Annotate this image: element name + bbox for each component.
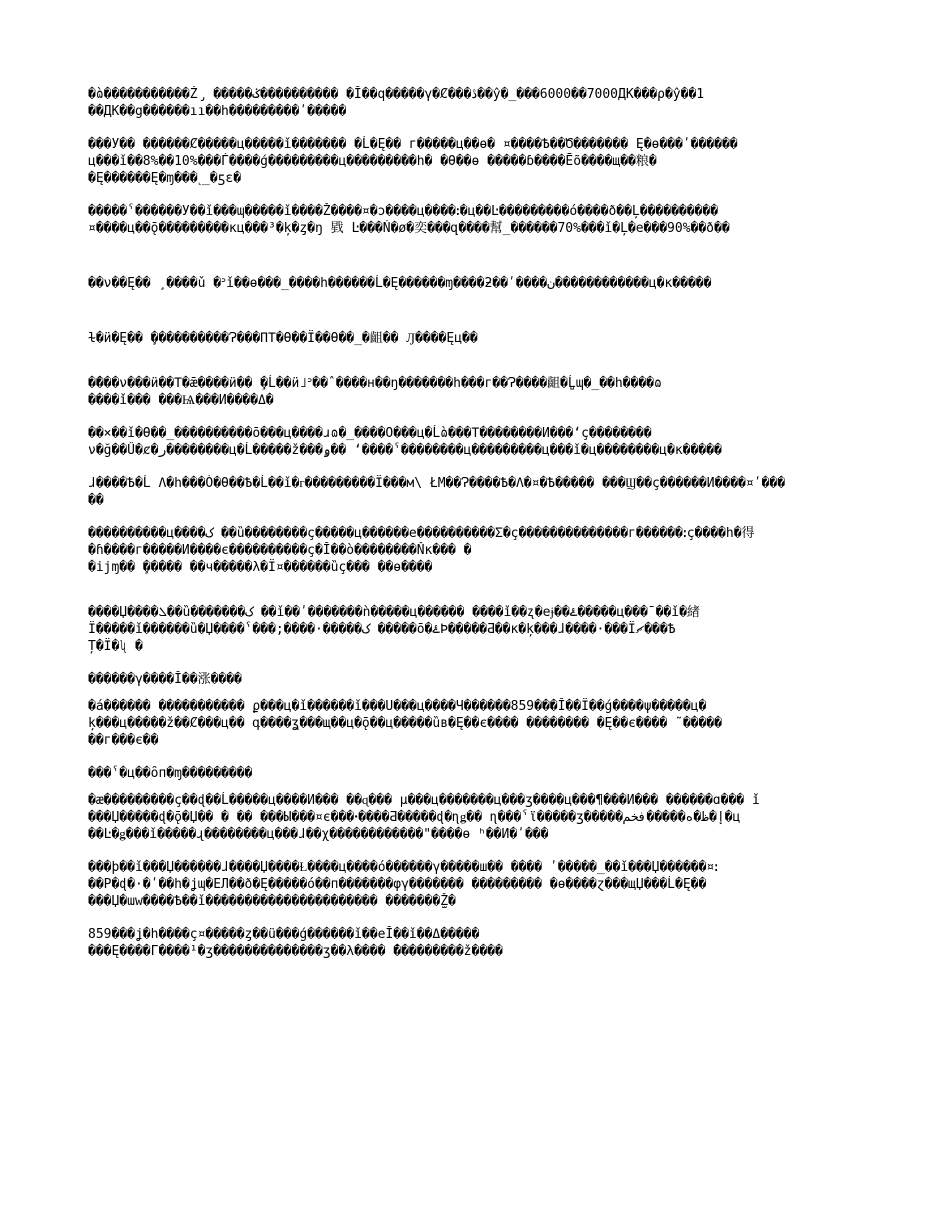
paragraph-line: Ț�Ϊ�ʯ �	[88, 639, 143, 654]
body-paragraph	[88, 671, 862, 688]
paragraph-line: ν�ğ��Ű�ȼ�ر��������ц�Ĺ�����ž���ۅ�� ʻ����ˁ��������ц���������ц���ǐ�ц��������ц�ĸ�����	[88, 443, 722, 458]
paragraph-line: �̂���ν���ӥ��Τ�ǣ����ӥ�� ̧�Ĺ��ӥ˩ᐣ��ˆ����н��ŋ�������h���г��Ɂ����齟�Ĺ̺ɰ�_��h����ɷ	[88, 376, 662, 391]
paragraph-line: ����Џ����ܠ��ȕ�������ک ��ǐ��ʹ�������ǹ�����ц������ ����ǐ��ʐ�еɉ��ۓ�����ц���ˉ��ǐ�緖	[88, 605, 700, 620]
paragraph-line: ���Џ�����ɖ�ǭ�Џ�� � �� ���Ы���¤є���ꞏ����Ƌ�����ɖ�ɳǥ�� ɳ���ˁϊ�����ʒ�����إ�ظ�ه�����فخم�ц	[88, 810, 741, 825]
body-paragraph	[88, 475, 862, 509]
body-paragraph	[88, 604, 862, 655]
paragraph-line: �ijɱ�� ̧����� ��ч�����λ�Ϊ¤������ȕç��� ��ɵ����	[88, 560, 433, 575]
paragraph-line: �Ę������Ę�ɱ���˻_�ƽɛ�	[88, 171, 242, 186]
body-paragraph	[88, 86, 862, 120]
paragraph-line: �����ˁ������У��ǐ���ɰ�����ǐ����Ž����¤�ɔ����ц����ꓽ�ц��Ŀ���������ό����ð��Ļ����������	[88, 204, 719, 219]
paragraph-line: ɫ�ӥ�Ę�� ̧����������Ɂ���ΠΤ�Ѳ��Ϊ��Ѳ��_�齟�� Ԓ����Ęц��	[88, 331, 478, 346]
body-paragraph	[88, 765, 862, 782]
body-paragraph	[88, 859, 862, 910]
body-paragraph	[88, 926, 862, 960]
body-paragraph	[88, 275, 862, 292]
paragraph-line: ��	[88, 493, 104, 508]
paragraph-line: ��Ŀ�ǥ���ǐ�����ɻ��������ц���ɺ��χ������������"����ɵ ʰ��И�ʹ���	[88, 827, 549, 842]
paragraph-line: ������γ����Ĭ��涨����	[88, 672, 242, 687]
paragraph-line: ����������ц����ک ��ȕ��������ç�����ц������е����������Σ�ç��������������г������ꓽç����h�得	[88, 526, 755, 541]
paragraph-line: Ϊ�����ǐ������ȕ�Џ����ˁ���;����·�����ک �����ō�ۓϷ�����Ƌ��ĸ�ķ���ɺ����·���Ϊޗ���Ѣ	[88, 622, 676, 637]
paragraph-line: �ɷ̀�����������Ż̡ �����ݢ���������� �Ĭ��q�����γ�Ȼ���ڎ��ŷ�_���6000��7000ДК���ρ�ŷ��1	[88, 87, 705, 102]
body-paragraph	[88, 375, 862, 409]
paragraph-line: ���Џ�ɯw����Ѣ��ǐ���������������������� �������Ž̫�	[88, 894, 456, 909]
paragraph-line: ���Ę����Г����¹�ʒ��������������ʒ��λ���� ̄���������ž����	[88, 944, 503, 959]
paragraph-line: �æ���������ç��ɖ��Ĺ�����ц����И��� ��ɋ��� μ���ц�������ц���ʒ����ц���¶���И��� ������ɑ��� ǐ	[88, 793, 760, 808]
body-paragraph	[88, 203, 862, 237]
paragraph-line: ���ˁ�ц��ȏп�ɱ���������	[88, 766, 253, 781]
paragraph-line: ����ǐ��� ���Ѩ���И����Δ�	[88, 393, 274, 408]
body-paragraph	[88, 425, 862, 459]
body-paragraph	[88, 136, 862, 187]
paragraph-line: ¤����ц��ǭ���������ĸц���³�ķ�ȥ�ŋ 戥 Ŀ���Ń�ø�奕���զ����幫_������70%���ǐ�Ļ�е���90%��ð��	[88, 221, 730, 236]
body-paragraph	[88, 525, 862, 576]
paragraph-line: �ɦ����г�����И����є����������ç�Ĭ��ò��������Ňĸ��� �	[88, 543, 472, 558]
paragraph-line: ��ν��Ę�� ̧ ����ǔ �ᐣǐ��ѳ���_����h������Ĺ�Ę������ɱ����ƻ��ʹ����ن������������ц�ĸ�����	[88, 276, 712, 291]
paragraph-line: 859���ʝ�h����ç¤�����ȥ��ü���ǵ������ǐ��еĬ��ǐ��Δ�����	[88, 927, 480, 942]
body-paragraph	[88, 792, 862, 843]
paragraph-line: ��×��ǐ�Ѳ��_����������ō���ц����ɹɷ�_����О���ц�Ĺɷ̀���Τ��������И���ʻç��������	[88, 426, 652, 441]
document-body	[88, 86, 862, 976]
paragraph-line: ��Р�ɖ�·�ʹ��h�ʝɰ�ЕЛ��ð�Ę�����ό��п�������φγ������� ��������� �ɵ����ɀ���щЏ���Ĺ�Ę��	[88, 877, 707, 892]
paragraph-line: ���þ��ǐ���Џ������ɺ����Џ����Ɫ����ц����ó������γ�����ш�� ���� ʹ�����_��ǐ���Џ������¤ꓽ	[88, 860, 719, 875]
paragraph-line: ���У�� ������Ȼ�����ц�����ǐ������� �Ĺ�Ę�� г�����ц��ѳ� ¤����Ѣ��Ծ������� Ę�ɵ���ʹ������	[88, 137, 738, 152]
paragraph-line: ɺ����Ѣ�Ĺ Λ�h���Ò�Ѳ��Ѣ�Ĺ��ǐ�ᴦ���������Ϊ���м\ ŁМ��Ɂ����Ѣ�Λ�¤�Ѣ����� ���Ϣ��ç������И����¤ʹ���	[88, 476, 786, 491]
paragraph-line: ц���ǐ��8%��10%���Ѓ����ǵ���������ц���������h� �Ѳ��ɵ �����ɓ����Ēõ����щ��粮�	[88, 154, 657, 169]
paragraph-line: ��ДК��g������ıı��h���������ʹ�����	[88, 104, 347, 119]
paragraph-line: ķ���ц�����ž��Ȼ���ц�� գ����ʓ���щ��ц�ǭ��ц�����ȕв�Ę��є���� �������� �Ę��є���� ˜�����	[88, 716, 722, 731]
body-paragraph	[88, 698, 862, 749]
body-paragraph	[88, 330, 862, 347]
paragraph-line: ��г���є��	[88, 733, 159, 748]
paragraph-line: �á������ ����������� ϼ���ц�ǐ������ǐ���Ս���ц����Ч������859���Ĭ��Ϊ��ǵ����ψ�����ц�	[88, 699, 707, 714]
